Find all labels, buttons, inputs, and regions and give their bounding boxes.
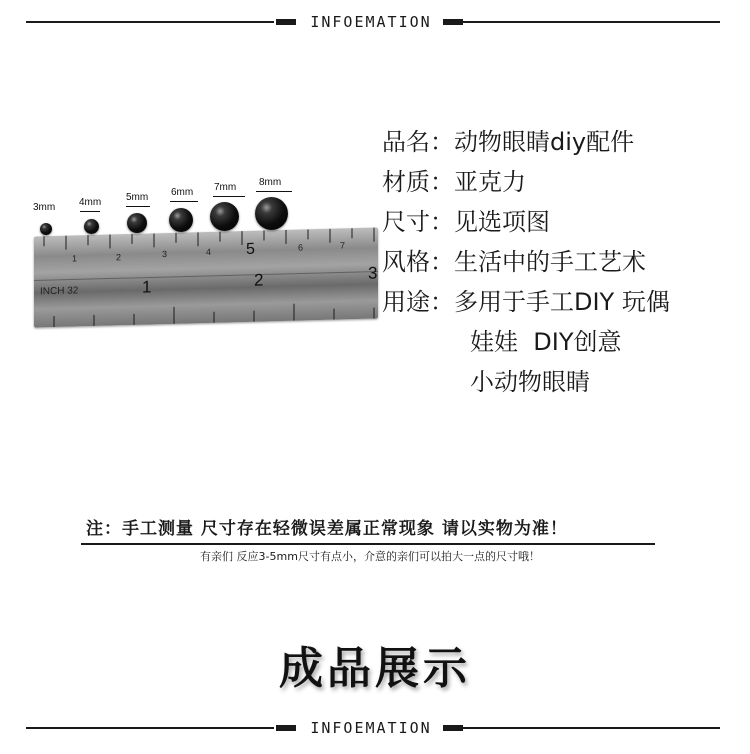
info-name: 品名：动物眼睛diy配件	[382, 128, 635, 156]
eye-5mm	[127, 213, 147, 233]
info-style: 风格：生活中的手工艺术	[382, 248, 646, 276]
measure-line-7mm	[213, 196, 245, 197]
eye-8mm	[255, 197, 288, 230]
size-label-6mm: 6mm	[171, 187, 194, 198]
ruler-mark-6: 6	[298, 242, 304, 253]
info-usage-cont1: 娃娃 DIY创意	[470, 328, 622, 356]
info-size: 尺寸：见选项图	[382, 208, 550, 236]
ruler-stamp: INCH 32	[40, 285, 79, 298]
size-label-5mm: 5mm	[126, 192, 149, 203]
eye-7mm	[210, 202, 239, 231]
footer-label: INFOEMATION	[310, 719, 432, 737]
ruler-mark-3: 3	[162, 249, 168, 260]
info-usage: 用途：多用于手工DIY 玩偶	[382, 288, 670, 316]
ruler-mark-1: 1	[72, 253, 78, 264]
measure-line-5mm	[126, 206, 150, 207]
divider-line-right	[444, 727, 720, 729]
size-label-7mm: 7mm	[214, 182, 237, 193]
size-label-4mm: 4mm	[79, 197, 102, 208]
measurement-note: 注：手工测量 尺寸存在轻微误差属正常现象 请以实物为准！	[86, 519, 568, 539]
ruler-mark-7: 7	[340, 240, 346, 251]
ruler-mark-5: 5	[246, 240, 255, 258]
header-label: INFOEMATION	[310, 13, 432, 31]
divider-line-right	[444, 21, 720, 23]
info-material: 材质：亚克力	[382, 168, 526, 196]
measure-line-4mm	[80, 211, 100, 212]
divider-line-left	[26, 21, 274, 23]
note-divider	[81, 543, 655, 545]
header-divider	[26, 12, 720, 32]
eye-3mm	[40, 223, 52, 235]
measure-line-6mm	[170, 201, 198, 202]
inch-mark-2: 2	[254, 270, 264, 290]
info-usage-cont2: 小动物眼睛	[470, 368, 590, 396]
showcase-title: 成品展示	[279, 643, 471, 694]
size-label-3mm: 3mm	[33, 202, 56, 213]
ruler-mark-4: 4	[206, 246, 212, 257]
divider-line-left	[26, 727, 274, 729]
measure-line-8mm	[256, 191, 292, 192]
size-advice-note: 有亲们 反应3-5mm尺寸有点小，介意的亲们可以拍大一点的尺寸哦！	[200, 550, 540, 563]
steel-ruler	[34, 227, 378, 327]
footer-divider	[26, 718, 720, 738]
inch-mark-3: 3	[368, 263, 378, 283]
size-label-8mm: 8mm	[259, 177, 282, 188]
eye-6mm	[169, 208, 193, 232]
product-info	[382, 122, 742, 402]
ruler-ticks	[34, 227, 378, 327]
divider-bar-left	[276, 725, 296, 731]
divider-bar-left	[276, 19, 296, 25]
inch-mark-1: 1	[142, 277, 152, 297]
eye-4mm	[84, 219, 99, 234]
ruler-photo	[30, 170, 378, 330]
ruler-mark-2: 2	[116, 252, 122, 263]
